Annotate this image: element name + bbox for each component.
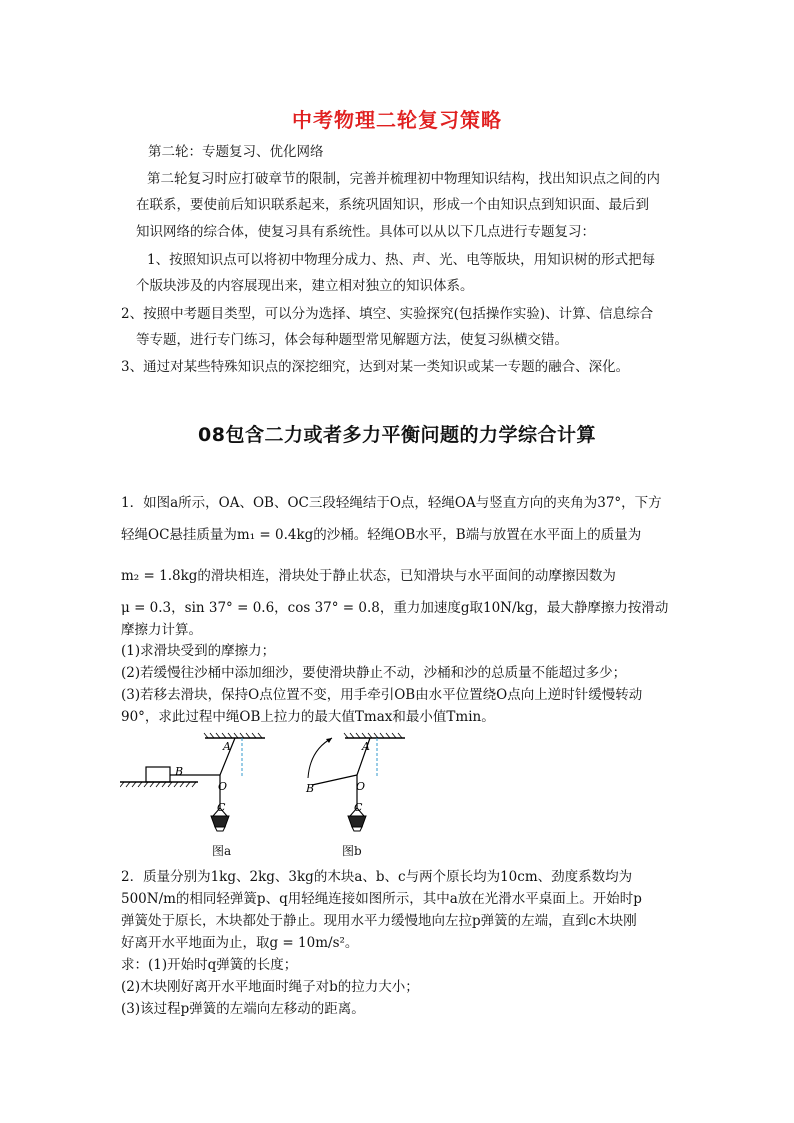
question-2-line: 500N/m的相同轻弹簧p、q用轻绳连接如图所示，其中a放在光滑水平桌面上。开始时p (121, 891, 642, 907)
strategy-point: 等专题，进行专门练习，体会每种题型常见解题方法，使复习纵横交错。 (136, 332, 568, 348)
question-1-subquestion: (1)求滑块受到的摩擦力； (121, 643, 276, 659)
intro-line: 知识网络的综合体，使复习具有系统性。具体可以从以下几点进行专题复习： (136, 224, 595, 240)
strategy-point: 2、按照中考题目类型，可以分为选择、填空、实验探究(包括操作实验)、计算、信息综合 (121, 306, 654, 322)
question-2-subquestion: (3)该过程p弹簧的左端向左移动的距离。 (121, 1001, 365, 1017)
question-1-line: m₂ = 1.8kg的滑块相连，滑块处于静止状态，已知滑块与水平面间的动摩擦因数为 (121, 568, 616, 584)
intro-line: 第二轮复习时应打破章节的限制，完善并梳理初中物理知识结构，找出知识点之间的内 (147, 171, 660, 187)
question-1-line: 轻绳OC悬挂质量为m₁ = 0.4kg的沙桶。轻绳OB水平，B端与放置在水平面上的质量为 (121, 527, 642, 543)
figure-a-label-a: A (223, 740, 231, 753)
figure-b-label-o: O (356, 780, 366, 793)
figure-b-diagram (290, 730, 420, 860)
intro-line: 在联系，要使前后知识联系起来，系统巩固知识，形成一个由知识点到知识面、最后到 (136, 197, 649, 213)
figure-a-diagram (120, 730, 280, 860)
question-2-line: 2．质量分别为1kg、2kg、3kg的木块a、b、c与两个原长均为10cm、劲度系数均为 (121, 869, 633, 885)
question-1-line: μ = 0.3，sin 37° = 0.6，cos 37° = 0.8，重力加速度g取10N/kg，最大静摩擦力按滑动 (121, 600, 669, 616)
question-1-line: 摩擦力计算。 (121, 622, 202, 638)
question-1-subquestion: 90°，求此过程中绳OB上拉力的最大值Tmax和最小值Tmin。 (121, 709, 495, 725)
question-2-line: 好离开水平地面为止，取g = 10m/s²。 (121, 935, 359, 951)
figure-a-caption: 图a (212, 844, 232, 858)
question-2-line: 弹簧处于原长，木块都处于静止。现用水平力缓慢地向左拉p弹簧的左端，直到c木块刚 (121, 913, 637, 929)
question-2-subquestion: 求：(1)开始时q弹簧的长度； (121, 957, 298, 973)
question-2-subquestion: (2)木块刚好离开水平地面时绳子对b的拉力大小； (121, 979, 419, 995)
question-1-subquestion: (3)若移去滑块，保持O点位置不变，用手牵引OB由水平位置绕O点向上逆时针缓慢转动 (121, 687, 643, 703)
figure-b-label-c: C (354, 801, 363, 814)
question-1-subquestion: (2)若缓慢往沙桶中添加细沙，要使滑块静止不动，沙桶和沙的总质量不能超过多少； (121, 665, 627, 681)
figure-a-label-c: C (217, 801, 226, 814)
strategy-point: 1、按照知识点可以将初中物理分成力、热、声、光、电等版块，用知识树的形式把每 (147, 252, 656, 268)
strategy-point: 个版块涉及的内容展现出来，建立相对独立的知识体系。 (136, 278, 474, 294)
figure-b-label-b: B (306, 782, 315, 795)
strategy-point: 3、通过对某些特殊知识点的深挖细究，达到对某一类知识或某一专题的融合、深化。 (121, 359, 630, 375)
figure-a-label-b: B (175, 765, 184, 778)
page-title: 中考物理二轮复习策略 (292, 108, 502, 132)
figure-b-label-a: A (362, 740, 370, 753)
figure-b-caption: 图b (342, 844, 362, 858)
section-title: 08包含二力或者多力平衡问题的力学综合计算 (198, 424, 596, 446)
strategy-subtitle: 第二轮：专题复习、优化网络 (148, 144, 324, 160)
question-1-line: 1．如图a所示，OA、OB、OC三段轻绳结于O点，轻绳OA与竖直方向的夹角为37°，下方 (121, 495, 662, 511)
figure-a-label-o: O (218, 780, 228, 793)
